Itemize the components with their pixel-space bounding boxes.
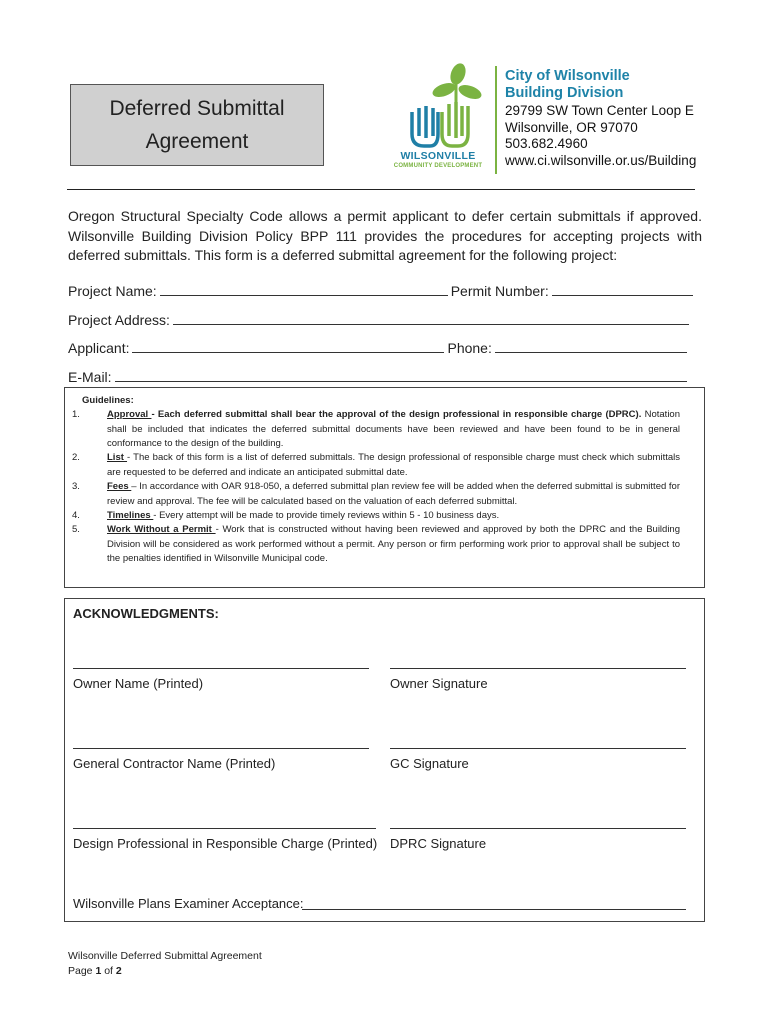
dprc-signature-line[interactable]	[390, 828, 686, 829]
city-title: City of Wilsonville	[505, 68, 630, 84]
logo-subtitle: COMMUNITY DEVELOPMENT	[393, 163, 483, 169]
city-website: www.ci.wilsonville.or.us/Building	[505, 152, 697, 168]
city-phone: 503.682.4960	[505, 136, 588, 151]
guideline-text: - Every attempt will be made to provide timely reviews within 5 - 10 business days.	[153, 510, 500, 521]
email-label: E-Mail:	[68, 369, 112, 385]
gc-name-line[interactable]	[73, 748, 369, 749]
guideline-number: 5.	[72, 524, 80, 535]
phone-label: Phone:	[447, 340, 492, 356]
dprc-name-line[interactable]	[73, 828, 376, 829]
guideline-number: 1.	[72, 409, 80, 420]
form-title-line2: Agreement	[145, 130, 249, 153]
owner-signature-line[interactable]	[390, 668, 686, 669]
applicant-label: Applicant:	[68, 340, 130, 356]
guideline-item	[72, 408, 680, 452]
gc-signature-line[interactable]	[390, 748, 686, 749]
guideline-key: Timelines	[107, 510, 154, 521]
guideline-item	[72, 523, 680, 567]
logo-name: WILSONVILLE	[400, 150, 476, 162]
page-current: 1	[95, 965, 102, 977]
permit-number-label: Permit Number:	[450, 283, 549, 299]
city-contact-block	[505, 68, 696, 169]
applicant-row	[68, 338, 690, 356]
guideline-item	[72, 509, 680, 524]
project-name-field[interactable]	[160, 281, 448, 296]
gc-signature-label: GC Signature	[390, 756, 469, 771]
footer-page	[68, 965, 122, 977]
guideline-item	[72, 451, 680, 480]
address-line2: Wilsonville, OR 97070	[505, 119, 638, 135]
examiner-label: Wilsonville Plans Examiner Acceptance:	[73, 896, 304, 911]
guideline-key: List	[107, 452, 128, 463]
guideline-number: 3.	[72, 481, 80, 492]
guidelines-title: Guidelines:	[82, 395, 134, 406]
form-title-line1: Deferred Submittal	[109, 97, 285, 120]
applicant-field[interactable]	[132, 338, 444, 353]
email-field[interactable]	[115, 367, 687, 382]
guideline-text: - Each deferred submittal shall bear the approval of the design professional in responsible charge (DPRC).	[151, 409, 642, 420]
email-row	[68, 367, 690, 385]
owner-signature-label: Owner Signature	[390, 676, 488, 691]
acknowledgments-title: ACKNOWLEDGMENTS:	[73, 606, 219, 621]
dprc-name-label: Design Professional in Responsible Charge (Printed)	[73, 836, 378, 851]
phone-field[interactable]	[495, 338, 687, 353]
guideline-key: Fees	[107, 481, 132, 492]
permit-number-field[interactable]	[552, 281, 693, 296]
gc-name-label: General Contractor Name (Printed)	[73, 756, 276, 771]
guideline-text: – In accordance with OAR 918-050, a deferred submittal plan review fee will be added when the deferred submittal is submitted for review and approval. The fee will be calculated based on the valuation of each deferred submittal.	[107, 481, 680, 507]
page-of: of	[101, 965, 116, 977]
project-name-label: Project Name:	[68, 283, 157, 299]
header-divider	[495, 66, 497, 174]
project-address-row	[68, 310, 692, 328]
guideline-key: Approval	[107, 409, 152, 420]
project-name-row	[68, 281, 696, 299]
header-rule	[67, 189, 695, 190]
address-line1: 29799 SW Town Center Loop E	[505, 103, 694, 118]
examiner-row	[73, 896, 304, 911]
page-prefix: Page	[68, 965, 96, 977]
owner-name-label: Owner Name (Printed)	[73, 676, 204, 691]
owner-name-line[interactable]	[73, 668, 369, 669]
guideline-number: 2.	[72, 452, 80, 463]
guideline-text: - The back of this form is a list of deferred submittals. The design professional of responsible charge must check which submittals are requested to be deferred and indicate an anticipated submittal date.	[107, 452, 680, 478]
division-title: Building Division	[505, 85, 624, 101]
footer-title: Wilsonville Deferred Submittal Agreement	[68, 950, 262, 962]
project-address-field[interactable]	[173, 310, 689, 325]
intro-paragraph: Oregon Structural Specialty Code allows a permit applicant to defer certain submittals if approved. Wilsonville Building Division Policy BPP 111 provides the procedures for accepting projects with deferred submittals. This form is a deferred submittal agreement for the following project:	[68, 208, 702, 263]
project-address-label: Project Address:	[68, 312, 170, 328]
page-total: 2	[115, 965, 122, 977]
guideline-text: - Work that is constructed without having been reviewed and approved by both the DPRC and the Building Division will be considered as work performed without a permit. Any person or firm performing work prior to approval shall be subject to the penalties identified in Wilsonville Municipal code.	[107, 524, 681, 564]
dprc-signature-label: DPRC Signature	[390, 836, 487, 851]
guideline-number: 4.	[72, 510, 80, 521]
form-title-box	[70, 84, 324, 166]
guideline-text-continued: Notation shall be included that indicates the deferred submittal documents have been reviewed and have been found to be in general conformance to the design of the building.	[107, 409, 681, 449]
guideline-item	[72, 480, 680, 509]
examiner-line[interactable]	[302, 909, 686, 910]
guideline-key: Work Without a Permit	[107, 524, 216, 535]
